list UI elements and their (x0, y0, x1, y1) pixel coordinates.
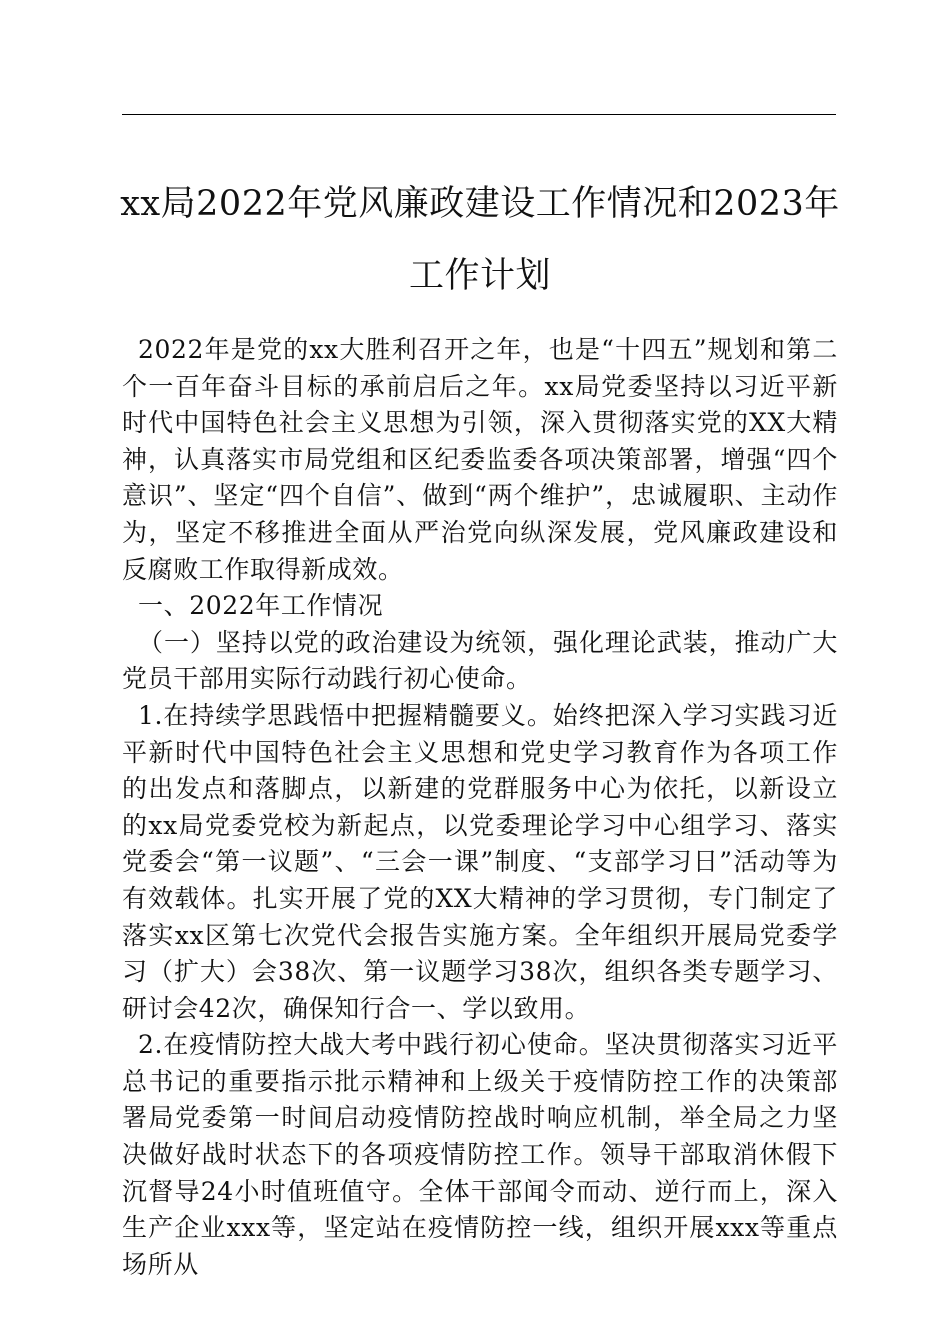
document-body (122, 332, 838, 1283)
item-paragraph-1: 1.在持续学思践悟中把握精髓要义。始终把深入学习实践习近平新时代中国特色社会主义思想和党史学习教育作为各项工作的出发点和落脚点，以新建的党群服务中心为依托，以新设立的xx局党委党校为新起点，以党委理论学习中心组学习、落实党委会“第一议题”、“三会一课”制度、“支部学习日”活动等为有效载体。扎实开展了党的XX大精神的学习贯彻，专门制定了落实xx区第七次党代会报告实施方案。全年组织开展局党委学习（扩大）会38次、第一议题学习38次，组织各类专题学习、研讨会42次，确保知行合一、学以致用。 (122, 700, 838, 1023)
document-title (100, 168, 860, 312)
intro-paragraph: 2022年是党的xx大胜利召开之年，也是“十四五”规划和第二个一百年奋斗目标的承前启后之年。xx局党委坚持以习近平新时代中国特色社会主义思想为引领，深入贯彻落实党的XX大精神，认真落实市局党组和区纪委监委各项决策部署，增强“四个意识”、坚定“四个自信”、做到“两个维护”，忠诚履职、主动作为，坚定不移推进全面从严治党向纵深发展，党风廉政建设和反腐败工作取得新成效。 (122, 335, 838, 584)
title-line-2: 工作计划 (408, 256, 551, 296)
title-line-1: xx局2022年党风廉政建设工作情况和2023年 (120, 184, 840, 224)
section-heading-2022: 一、2022年工作情况 (138, 591, 384, 621)
header-rule (122, 114, 836, 115)
item-paragraph-2: 2.在疫情防控大战大考中践行初心使命。坚决贯彻落实习近平总书记的重要指示批示精神和上级关于疫情防控工作的决策部署局党委第一时间启动疫情防控战时响应机制，举全局之力坚决做好战时状态下的各项疫情防控工作。领导干部取消休假下沉督导24小时值班值守。全体干部闻令而动、逆行而上，深入生产企业xxx等，坚定站在疫情防控一线，组织开展xxx等重点场所从 (122, 1030, 838, 1279)
subsection-heading-1: （一）坚持以党的政治建设为统领，强化理论武装，推动广大党员干部用实际行动践行初心使命。 (122, 627, 838, 694)
